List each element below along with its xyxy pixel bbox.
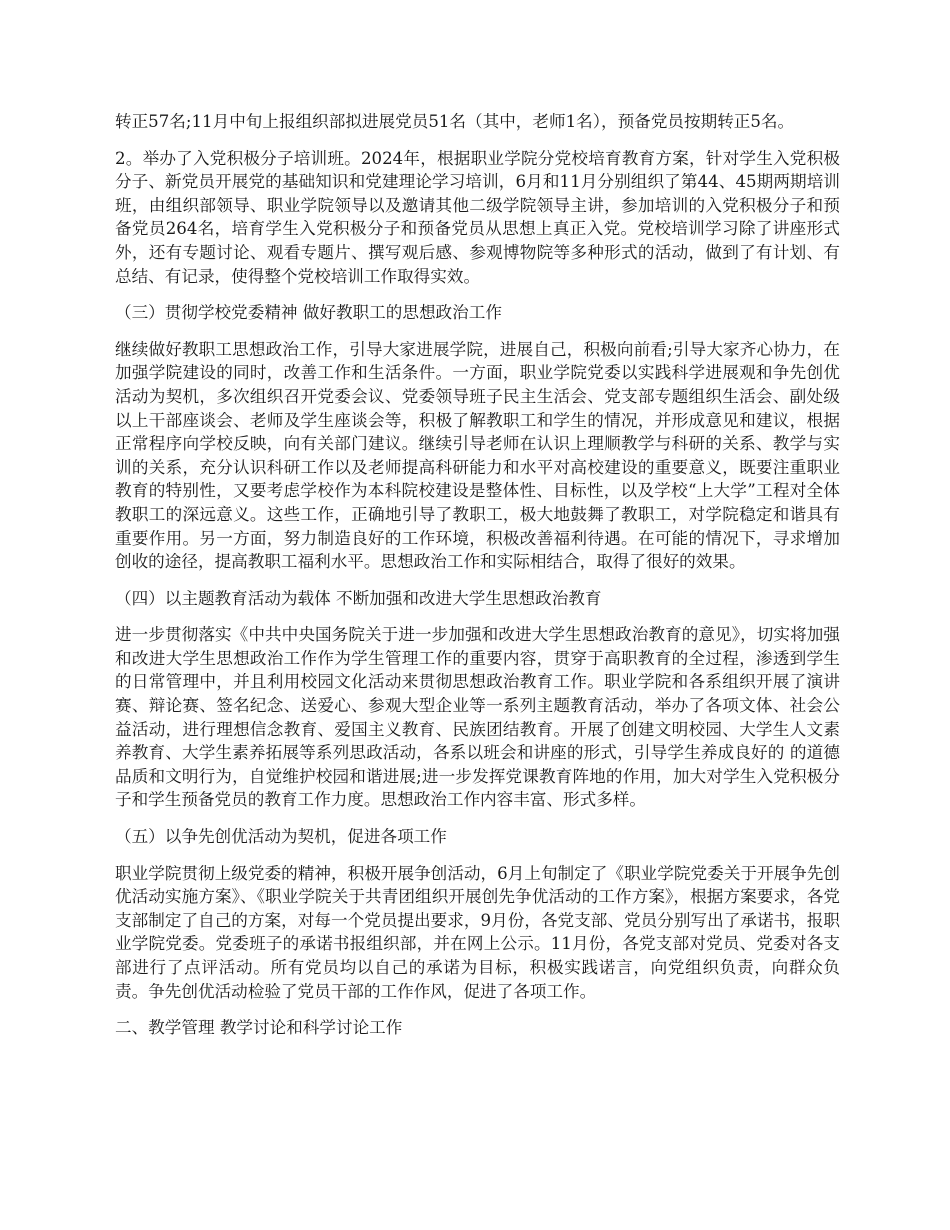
section-heading-5: （五）以争先创优活动为契机，促进各项工作 (115, 827, 447, 847)
paragraph-training-class: 2。举办了入党积极分子培训班。2024年，根据职业学院分党校培育教育方案，针对学生入党积极分子、新党员开展党的基础知识和党建理论学习培训，6月和11月分别组织了第44、45期两期培训班，由组织部领导、职业学院领导以及邀请其他二级学院领导主讲，参加培训的入党积极分子和预备党员264名，培育学生入党积极分子和预备党员从思想上真正入党。党校培训学习除了讲座形式外，还有专题讨论、观看专题片、撰写观后感、参观博物院等多种形式的活动，做到了有计划、有总结、有记录，使得整个党校培训工作取得实效。 (115, 148, 840, 286)
section-heading-teaching: 二、教学管理 教学讨论和科学讨论工作 (115, 1018, 403, 1038)
paragraph-staff-ideology: 继续做好教职工思想政治工作，引导大家进展学院，进展自己，积极向前看;引导大家齐心协力，在加强学院建设的同时，改善工作和生活条件。一方面，职业学院党委以实践科学进展观和争先创优活动为契机，多次组织召开党委会议、党委领导班子民主生活会、党支部专题组织生活会、副处级以上干部座谈会、老师及学生座谈会等，积极了解教职工和学生的情况，并形成意见和建议，根据正常程序向学校反映，向有关部门建议。继续引导老师在认识上理顺教学与科研的关系、教学与实训的关系，充分认识科研工作以及老师提高科研能力和水平对高校建设的重要意义，既要注重职业教育的特别性，又要考虑学校作为本科院校建设是整体性、目标性，以及学校“上大学”工程对全体教职工的深远意义。这些工作，正确地引导了教职工，极大地鼓舞了教职工，对学院稳定和谐具有重要作用。另一方面，努力制造良好的工作环境，积极改善福利待遇。在可能的情况下，寻求增加创收的途径，提高教职工福利水平。思想政治工作和实际相结合，取得了很好的效果。 (115, 339, 840, 572)
document-page (115, 110, 840, 1053)
paragraph-excellence-activity: 职业学院贯彻上级党委的精神，积极开展争创活动，6月上旬制定了《职业学院党委关于开展争先创优活动实施方案》、《职业学院关于共青团组织开展创先争优活动的工作方案》，根据方案要求，各党支部制定了自己的方案，对每一个党员提出要求，9月份，各党支部、党员分别写出了承诺书，报职业学院党委。党委班子的承诺书报组织部，并在网上公示。11月份，各党支部对党员、党委对各支部进行了点评活动。所有党员均以自己的承诺为目标，积极实践诺言，向党组织负责，向群众负责。争先创优活动检验了党员干部的工作作风，促进了各项工作。 (115, 863, 840, 1001)
paragraph-student-ideology: 进一步贯彻落实《中共中央国务院关于进一步加强和改进大学生思想政治教育的意见》，切实将加强和改进大学生思想政治工作作为学生管理工作的重要内容，贯穿于高职教育的全过程，渗透到学生的日常管理中，并且利用校园文化活动来贯彻思想政治教育工作。职业学院和各系组织开展了演讲赛、辩论赛、签名纪念、送爱心、参观大型企业等一系列主题教育活动，举办了各项文体、社会公益活动，进行理想信念教育、爱国主义教育、民族团结教育。开展了创建文明校园、大学生人文素养教育、大学生素养拓展等系列思政活动，各系以班会和讲座的形式，引导学生养成良好的 的道德品质和文明行为，自觉维护校园和谐进展;进一步发挥党课教育阵地的作用，加大对学生入党积极分子和学生预备党员的教育工作力度。思想政治工作内容丰富、形式多样。 (115, 625, 840, 810)
section-heading-3: （三）贯彻学校党委精神 做好教职工的思想政治工作 (115, 303, 502, 323)
section-heading-4: （四）以主题教育活动为载体 不断加强和改进大学生思想政治教育 (115, 588, 602, 608)
paragraph-member-conversion: 转正57名;11月中旬上报组织部拟进展党员51名（其中，老师1名），预备党员按期转正5名。 (115, 112, 795, 131)
